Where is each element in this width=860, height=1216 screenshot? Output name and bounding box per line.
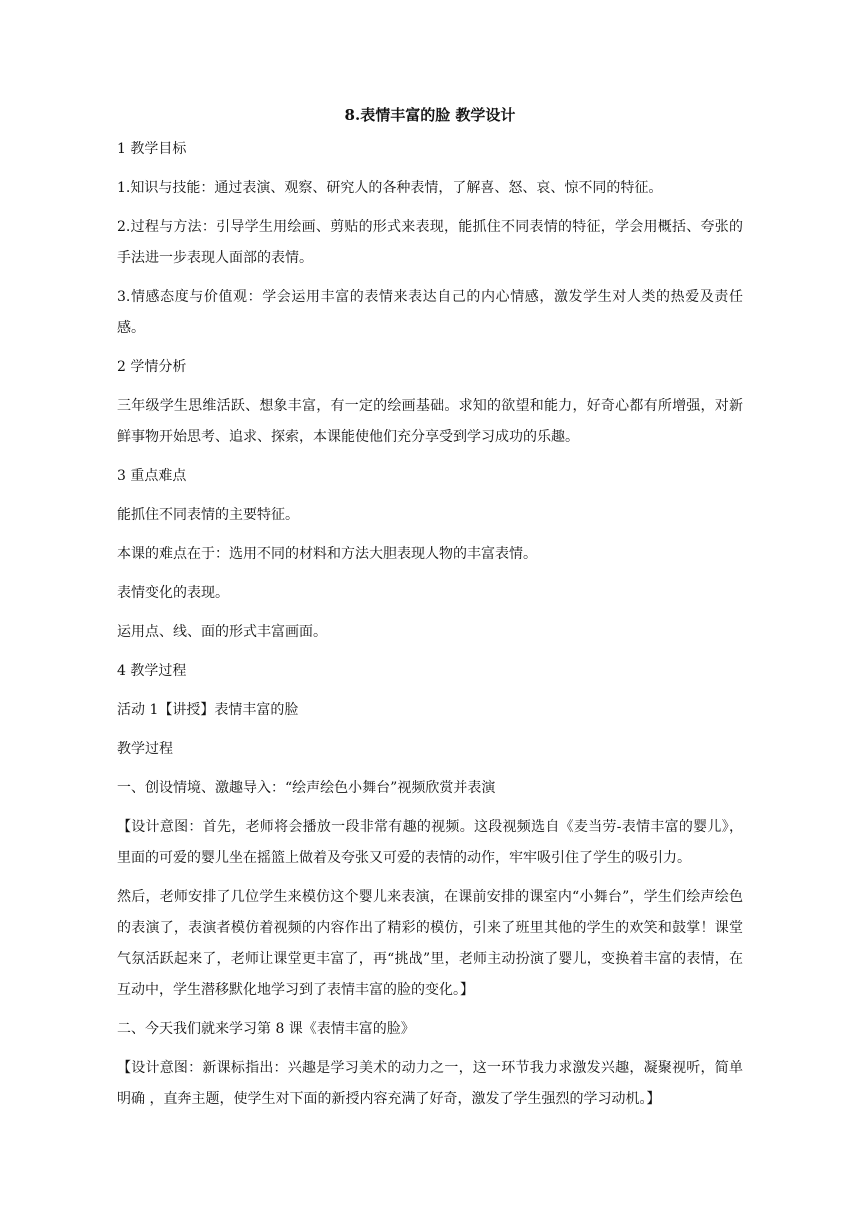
teaching-process-label: 教学过程 [117, 741, 173, 757]
activity-1-title: 活动 1【讲授】表情丰富的脸 [117, 702, 299, 718]
key-point-1: 能抓住不同表情的主要特征。 [117, 507, 299, 523]
design-intent-2: 【设计意图：新课标指出：兴趣是学习美术的动力之一，这一环节我力求激发兴趣，凝聚视听，简单明确 ，直奔主题，使学生对下面的新授内容充满了好奇，激发了学生强烈的学习动机。】 [117, 1060, 743, 1107]
key-point-3: 运用点、线、面的形式丰富画面。 [117, 624, 327, 640]
goal-process-methods: 2.过程与方法：引导学生用绘画、剪贴的形式来表现，能抓住不同表情的特征，学会用概括、夸张的手法进一步表现人面部的表情。 [117, 219, 743, 266]
design-intent-1-continued: 然后，老师安排了几位学生来模仿这个婴儿来表演，在课前安排的课室内“小舞台”，学生们绘声绘色的表演了，表演者模仿着视频的内容作出了精彩的模仿，引来了班里其他的学生的欢笑和鼓掌！课堂气氛活跃起来了，老师让课堂更丰富了，再“挑战”里，老师主动扮演了婴儿，变换着丰富的表情，在互动中，学生潜移默化地学习到了表情丰富的脸的变化。】 [117, 889, 743, 998]
student-analysis-text: 三年级学生思维活跃、想象丰富，有一定的绘画基础。求知的欲望和能力，好奇心都有所增强，对新鲜事物开始思考、追求、探索，本课能使他们充分享受到学习成功的乐趣。 [117, 398, 743, 445]
document-page [117, 104, 743, 1123]
heading-key-difficulties: 3 重点难点 [117, 468, 187, 484]
heading-teaching-process: 4 教学过程 [117, 663, 187, 679]
design-intent-1: 【设计意图：首先，老师将会播放一段非常有趣的视频。这段视频选自《麦当劳-表情丰富的婴儿》，里面的可爱的婴儿坐在摇篮上做着及夸张又可爱的表情的动作，牢牢吸引住了学生的吸引力。 [117, 819, 743, 866]
heading-teaching-goals: 1 教学目标 [117, 141, 187, 157]
document-title: 8.表情丰富的脸 教学设计 [344, 106, 516, 124]
heading-student-analysis: 2 学情分析 [117, 359, 187, 375]
goal-knowledge-skills: 1.知识与技能：通过表演、观察、研究人的各种表情，了解喜、怒、哀、惊不同的特征。 [117, 180, 663, 196]
goal-attitude-values: 3.情感态度与价值观：学会运用丰富的表情来表达自己的内心情感，激发学生对人类的热爱及责任感。 [117, 289, 743, 336]
key-point-2: 表情变化的表现。 [117, 585, 229, 601]
section-1-heading: 一、创设情境、激趣导入：“绘声绘色小舞台”视频欣赏并表演 [117, 780, 496, 796]
section-2-heading: 二、今天我们就来学习第 8 课《表情丰富的脸》 [117, 1021, 415, 1037]
difficulty-text: 本课的难点在于：选用不同的材料和方法大胆表现人物的丰富表情。 [117, 546, 537, 562]
